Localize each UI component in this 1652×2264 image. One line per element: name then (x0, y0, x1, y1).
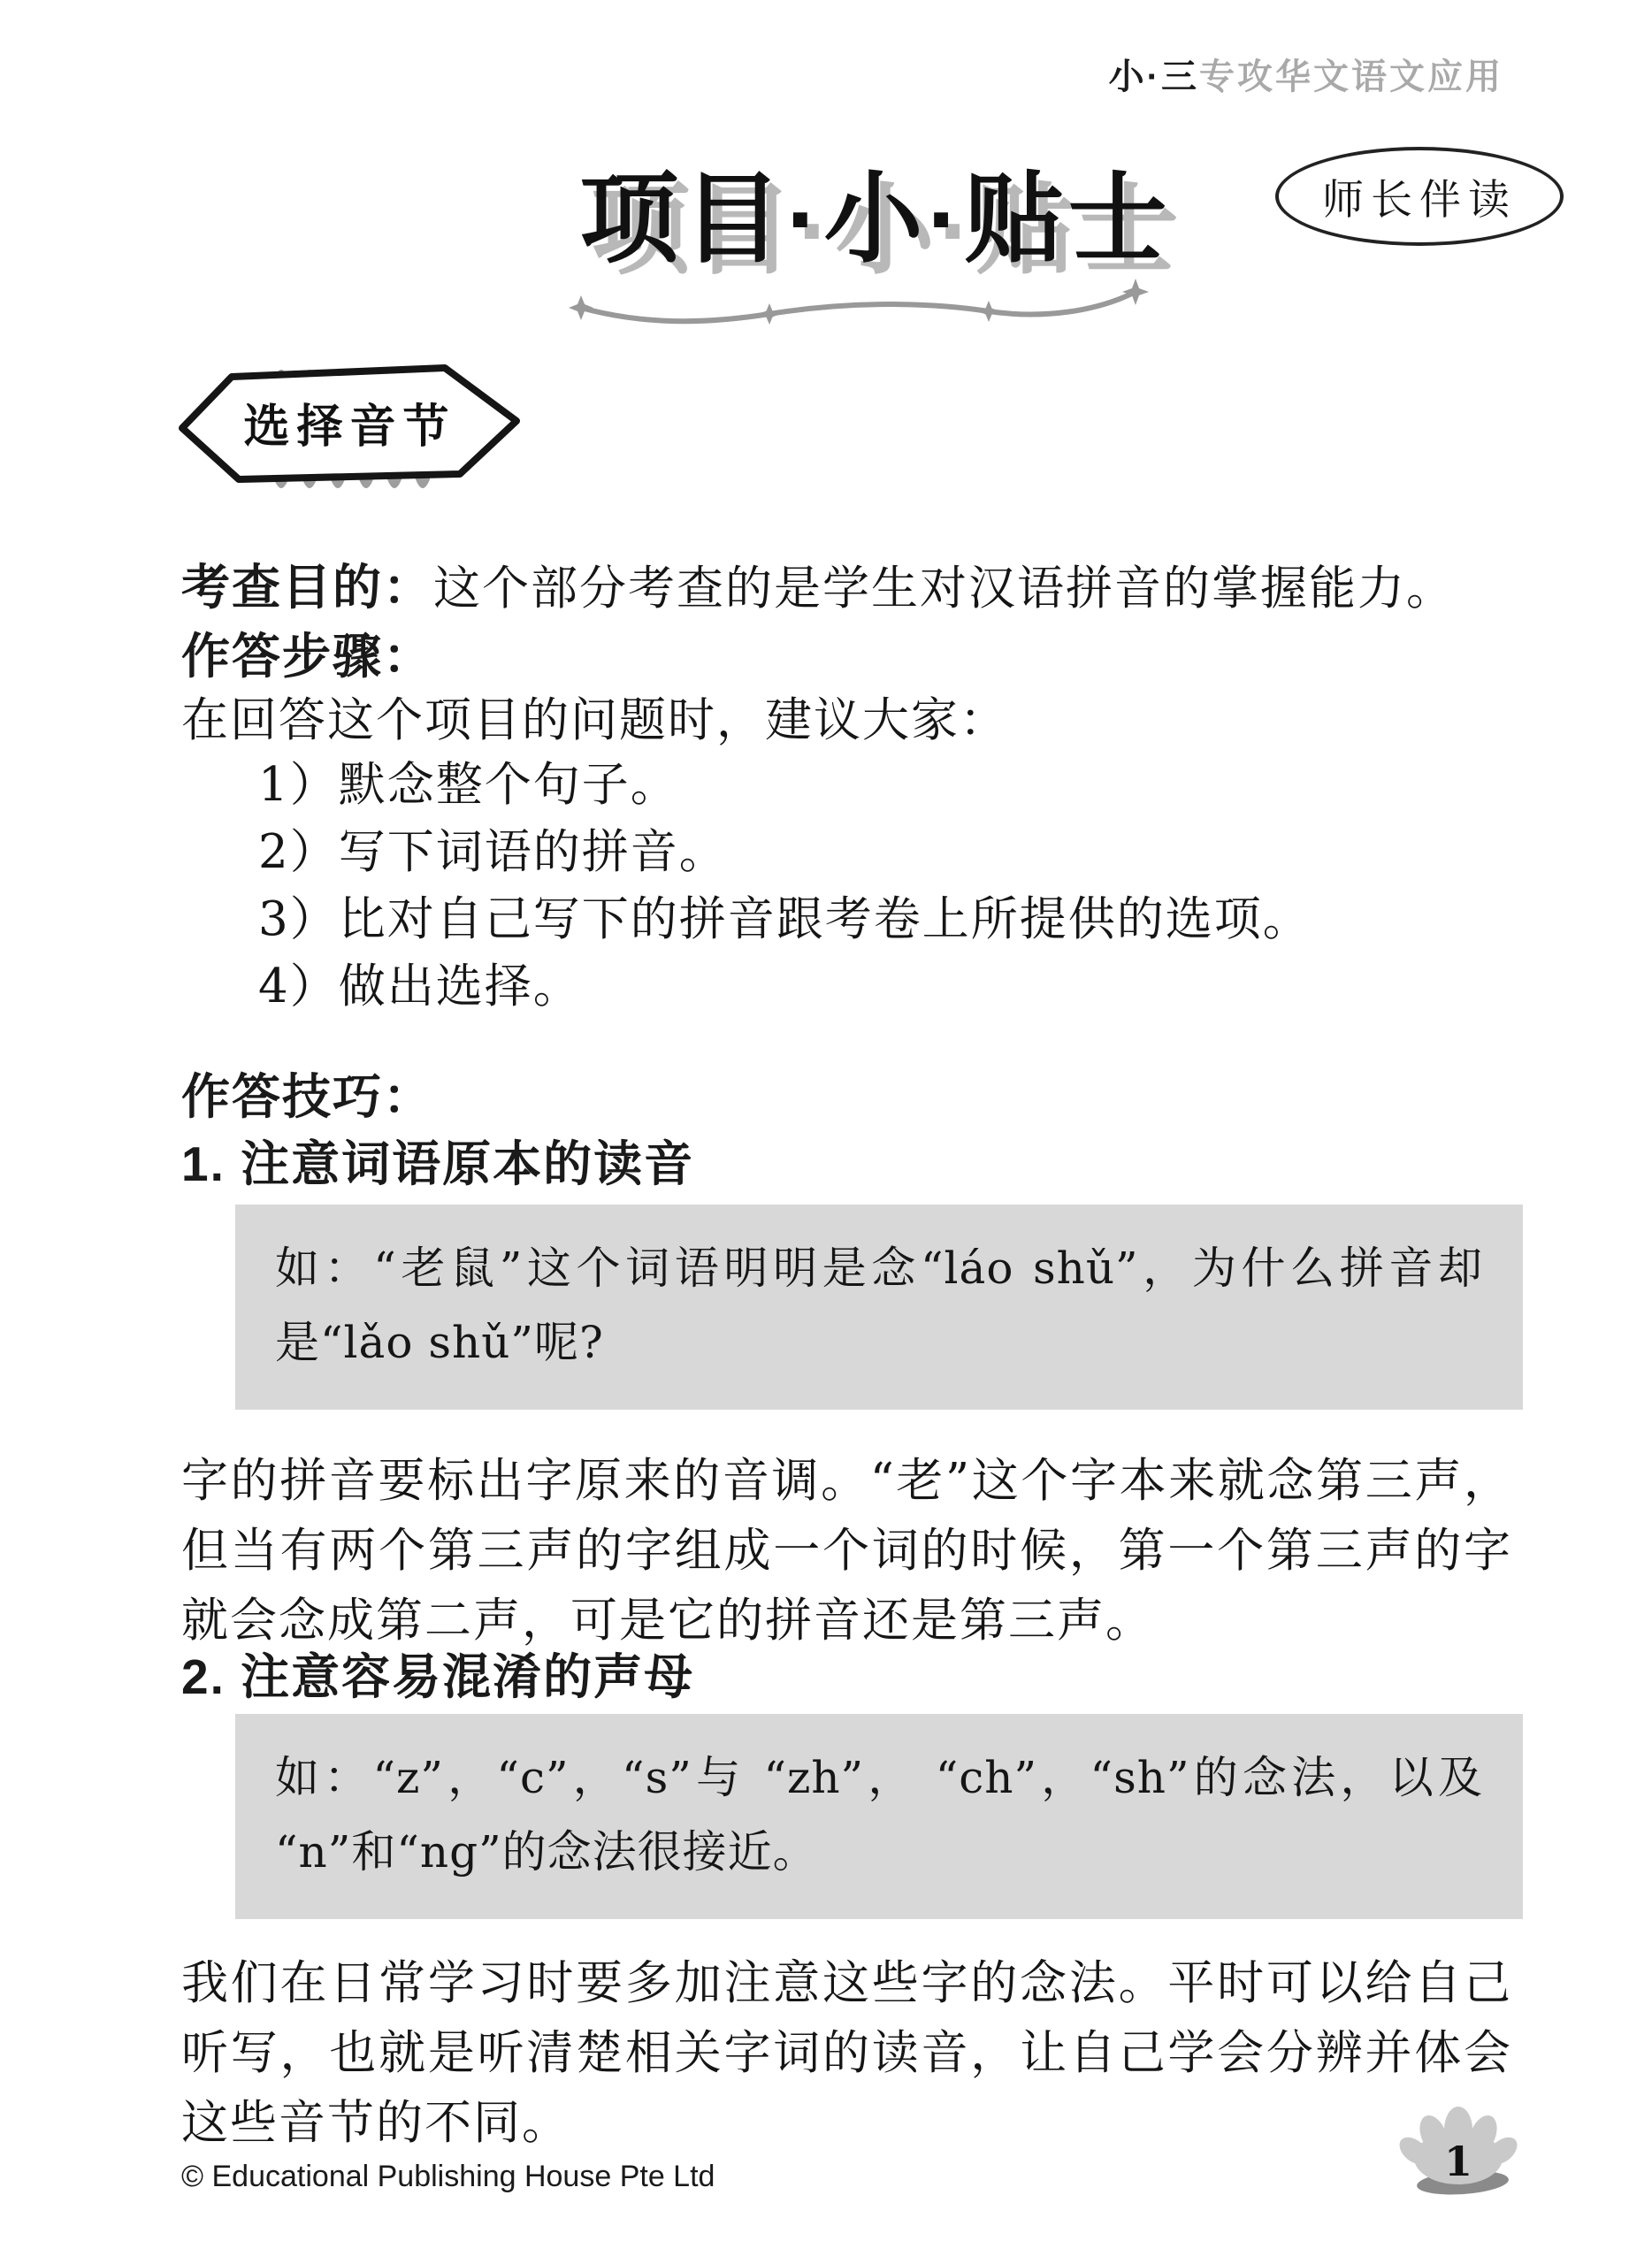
steps-label: 作答步骤： (181, 629, 434, 684)
page-title: 项目·小·贴士 (579, 164, 1172, 274)
tip1-heading: 1. 注意词语原本的读音 (181, 1136, 695, 1191)
purpose-label: 考查目的： (181, 560, 434, 615)
tip2-example-box: 如：“z”，“c”，“s”与 “zh”， “ch”，“sh”的念法，以及 “n”和“ng”的念法很接近。 (235, 1714, 1523, 1919)
page-number: 1 (1443, 2138, 1473, 2185)
tip2-explanation: 我们在日常学习时要多加注意这些字的念法。平时可以给自己听写，也就是听清楚相关字词的读音，让自己学会分辨并体会这些音节的不同。 (181, 1956, 1512, 2150)
purpose-paragraph (181, 553, 1521, 623)
tip1-explanation: 字的拼音要标出字原来的音调。“老”这个字本来就念第三声，但当有两个第三声的字组成一个词的时候，第一个第三声的字就会念成第二声，可是它的拼音还是第三声。 (181, 1454, 1512, 1648)
section-tab-label: 选择音节 (243, 402, 456, 453)
tip2-heading: 2. 注意容易混淆的声母 (181, 1649, 695, 1704)
steps-intro: 在回答这个项目的问题时，建议大家： (181, 693, 1008, 747)
squiggle-underline-icon (566, 276, 1185, 329)
page-number-shell-icon (1394, 2103, 1528, 2199)
purpose-text: 这个部分考查的是学生对汉语拼音的掌握能力。 (433, 562, 1456, 616)
tip1-example-box: 如：“老鼠”这个词语明明是念“láo shǔ”，为什么拼音却是“lǎo shǔ”呢? (235, 1205, 1523, 1410)
brand-level: 小·三 (1108, 57, 1199, 96)
steps-list (258, 752, 1514, 1021)
section-tab (175, 350, 524, 505)
step-item-1: 1）默念整个句子。 (258, 758, 679, 812)
tips-label: 作答技巧： (181, 1069, 434, 1124)
teacher-badge: 师长伴读 (1275, 147, 1564, 246)
copyright-notice: © Educational Publishing House Pte Ltd (181, 2160, 715, 2193)
header-brand (1109, 49, 1503, 99)
step-item-3: 3）比对自己写下的拼音跟考卷上所提供的选项。 (258, 892, 1312, 946)
step-item-4: 4）做出选择。 (258, 960, 582, 1013)
brand-series: 专攻华文语文应用 (1199, 57, 1503, 96)
step-item-2: 2）写下词语的拼音。 (258, 825, 728, 879)
